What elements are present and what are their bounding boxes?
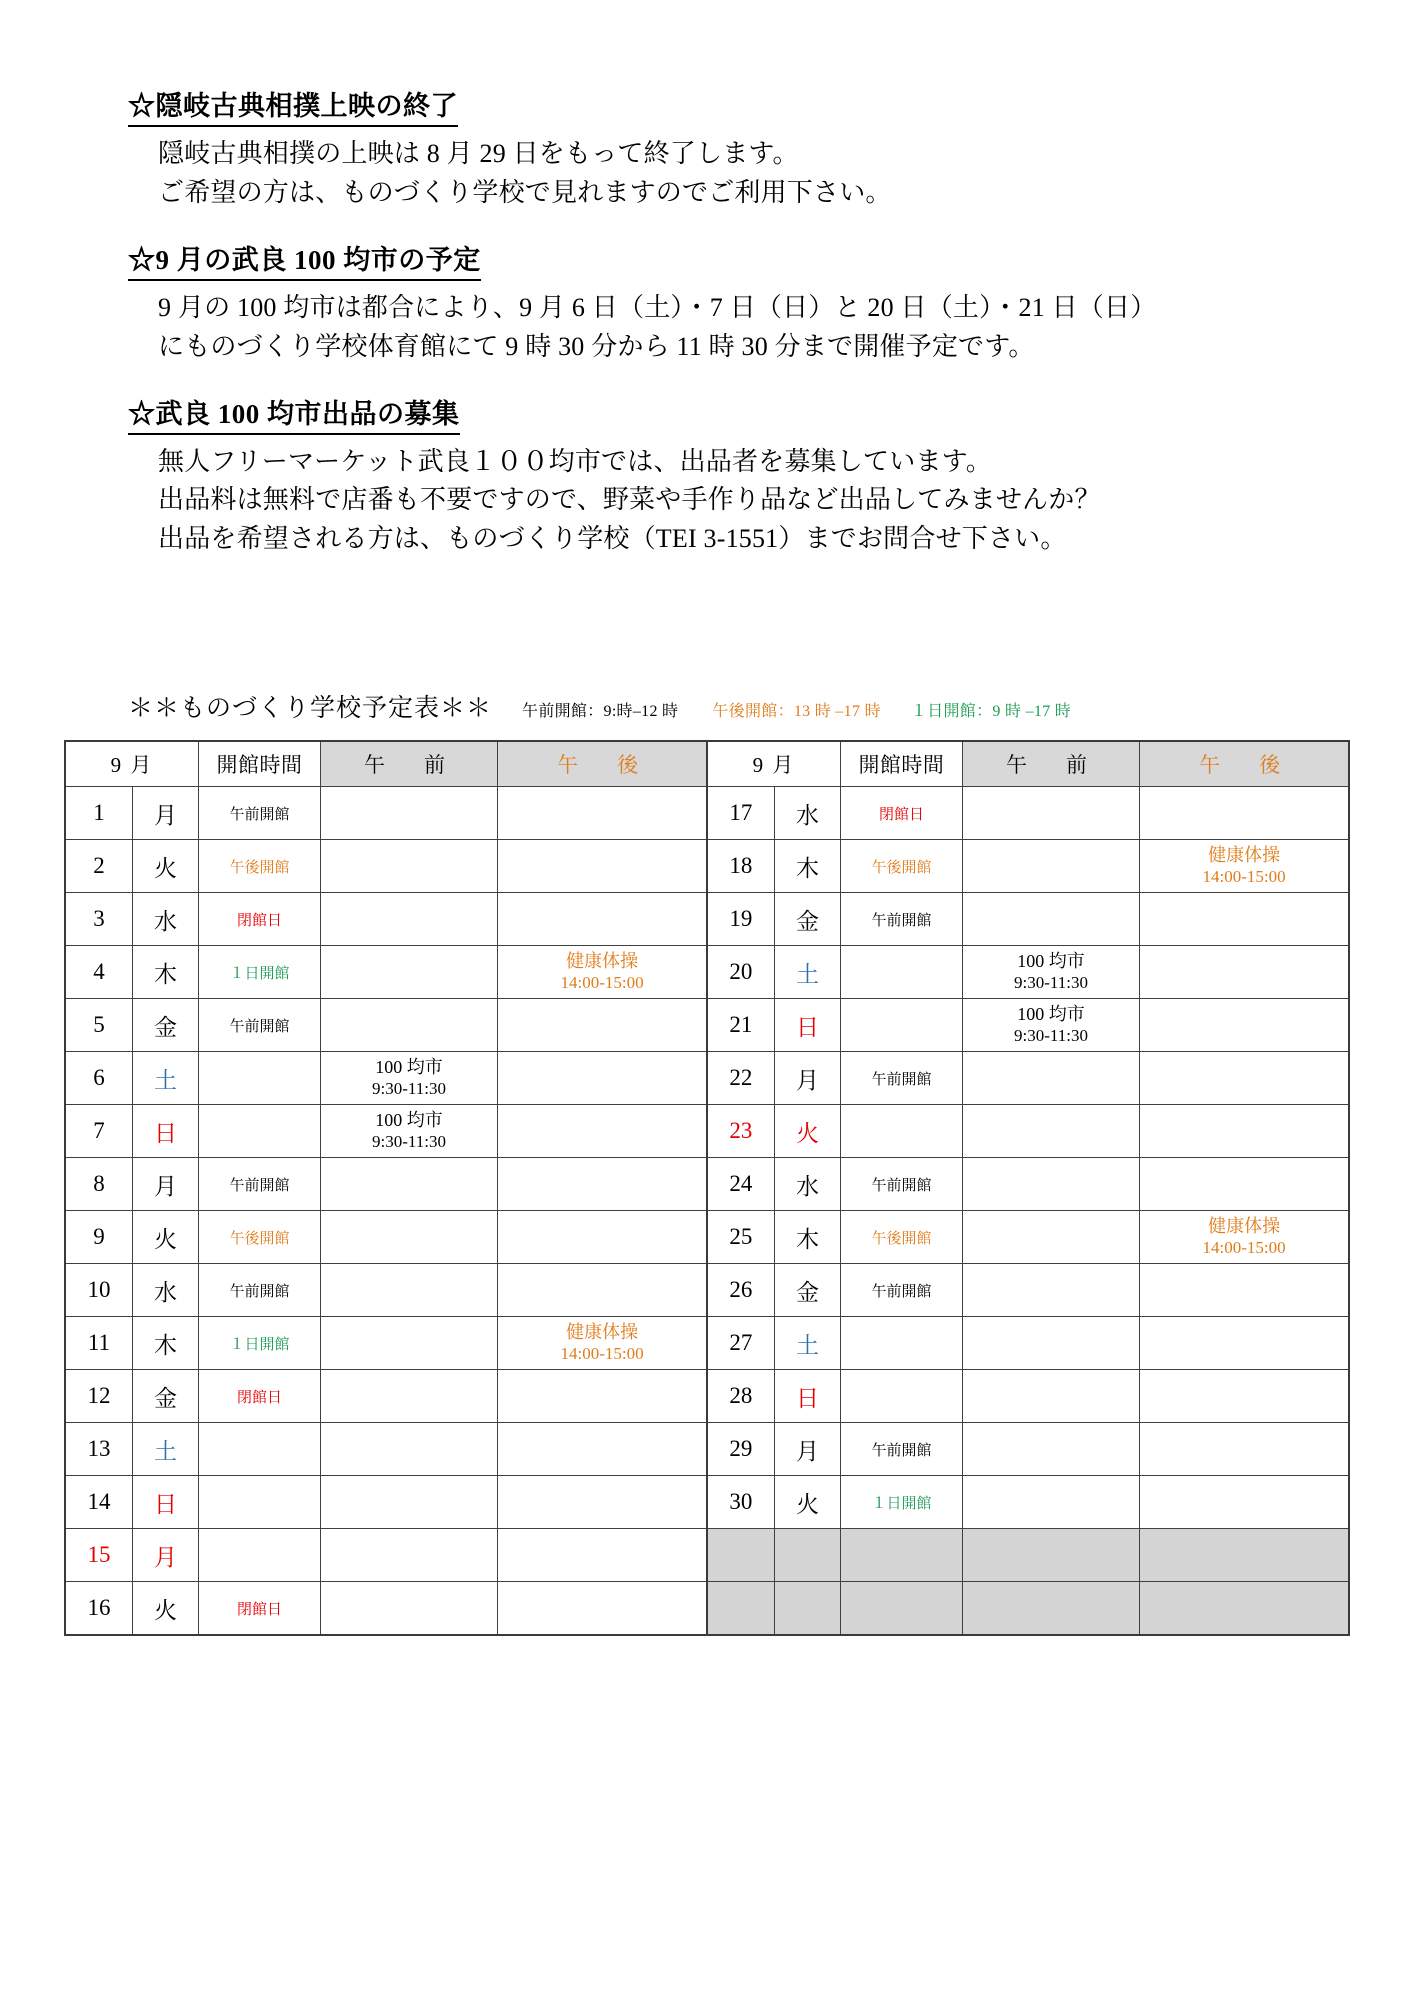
empty-cell — [1140, 1529, 1349, 1582]
table-row — [65, 1158, 1349, 1211]
day-number-cell: 26 — [707, 1264, 774, 1317]
empty-cell — [498, 1264, 707, 1317]
day-number-cell: 17 — [707, 787, 774, 840]
opening-hours-cell: 午後開館 — [199, 1211, 321, 1264]
empty-cell — [320, 840, 497, 893]
empty-cell — [498, 787, 707, 840]
opening-hours-cell — [841, 1370, 963, 1423]
opening-hours-cell: １日開館 — [841, 1476, 963, 1529]
weekday-cell: 水 — [774, 1158, 840, 1211]
market-cell: 100 均市 9:30-11:30 — [320, 1105, 497, 1158]
opening-hours-cell: 午前開館 — [199, 1158, 321, 1211]
schedule-title-row — [128, 688, 1308, 724]
table-row — [65, 1317, 1349, 1370]
opening-hours-cell — [841, 999, 963, 1052]
schedule-title: ＊＊ものづくり学校予定表＊＊ — [128, 695, 493, 722]
empty-cell — [320, 1317, 497, 1370]
empty-cell — [962, 1582, 1139, 1636]
empty-cell — [498, 1211, 707, 1264]
opening-hours-cell: 午前開館 — [841, 1264, 963, 1317]
day-number-cell: 24 — [707, 1158, 774, 1211]
empty-cell — [1140, 1317, 1349, 1370]
weekday-cell: 火 — [774, 1476, 840, 1529]
table-row — [65, 1052, 1349, 1105]
schedule-table-wrapper — [64, 740, 1350, 1636]
empty-cell — [320, 893, 497, 946]
day-number-cell: 18 — [707, 840, 774, 893]
day-number-cell: 8 — [65, 1158, 132, 1211]
weekday-cell: 月 — [132, 787, 198, 840]
schedule-table-body — [65, 741, 1349, 1635]
weekday-cell: 木 — [774, 1211, 840, 1264]
weekday-cell: 土 — [132, 1052, 198, 1105]
weekday-cell: 金 — [774, 893, 840, 946]
empty-cell — [320, 1529, 497, 1582]
empty-cell — [320, 787, 497, 840]
empty-cell — [962, 1370, 1139, 1423]
opening-hours-cell — [841, 1105, 963, 1158]
empty-cell — [498, 893, 707, 946]
empty-cell — [320, 1370, 497, 1423]
day-number-cell: 20 — [707, 946, 774, 999]
event-cell: 健康体操 14:00-15:00 — [498, 946, 707, 999]
empty-cell — [962, 1105, 1139, 1158]
opening-hours-cell: 午後開館 — [841, 1211, 963, 1264]
opening-hours-cell: 午前開館 — [199, 999, 321, 1052]
notice-heading-3: ☆武良 100 均市出品の募集 — [128, 396, 460, 435]
event-cell: 健康体操 14:00-15:00 — [498, 1317, 707, 1370]
opening-hours-cell — [841, 1529, 963, 1582]
empty-cell — [320, 1264, 497, 1317]
day-number-cell: 15 — [65, 1529, 132, 1582]
weekday-cell: 水 — [132, 1264, 198, 1317]
weekday-cell — [774, 1582, 840, 1636]
weekday-cell: 火 — [132, 1211, 198, 1264]
weekday-cell: 日 — [774, 1370, 840, 1423]
day-number-cell: 14 — [65, 1476, 132, 1529]
opening-hours-cell: １日開館 — [199, 1317, 321, 1370]
table-row — [65, 893, 1349, 946]
day-number-cell: 11 — [65, 1317, 132, 1370]
day-number-cell: 7 — [65, 1105, 132, 1158]
empty-cell — [1140, 999, 1349, 1052]
weekday-cell: 金 — [774, 1264, 840, 1317]
table-row — [65, 1370, 1349, 1423]
empty-cell — [962, 1158, 1139, 1211]
notice-line: 9 月の 100 均市は都合により、9 月 6 日（土）・7 日（日）と 20 日（土）・21 日（日） — [158, 293, 1157, 323]
schedule-table — [64, 740, 1350, 1636]
notice-heading-1: ☆隠岐古典相撲上映の終了 — [128, 88, 458, 127]
weekday-cell: 木 — [774, 840, 840, 893]
opening-hours-cell — [199, 1529, 321, 1582]
opening-hours-cell: 閉館日 — [841, 787, 963, 840]
empty-cell — [962, 1476, 1139, 1529]
empty-cell — [1140, 1052, 1349, 1105]
empty-cell — [1140, 1370, 1349, 1423]
header-am-left: 午 前 — [320, 741, 497, 787]
notice-line: にものづくり学校体育館にて 9 時 30 分から 11 時 30 分まで開催予定です。 — [158, 331, 1035, 361]
legend-afternoon: 午後開館：13 時 –17 時 — [712, 703, 881, 720]
day-number-cell: 29 — [707, 1423, 774, 1476]
empty-cell — [320, 999, 497, 1052]
empty-cell — [498, 1476, 707, 1529]
day-number-cell: 10 — [65, 1264, 132, 1317]
empty-cell — [320, 1476, 497, 1529]
empty-cell — [498, 999, 707, 1052]
empty-cell — [1140, 1423, 1349, 1476]
weekday-cell: 金 — [132, 1370, 198, 1423]
empty-cell — [498, 1158, 707, 1211]
notice-section-3 — [128, 396, 1288, 558]
notice-section-2 — [128, 242, 1288, 366]
opening-hours-cell: 午後開館 — [199, 840, 321, 893]
header-pm-right: 午 後 — [1140, 741, 1349, 787]
notice-body-2 — [128, 289, 1288, 365]
weekday-cell: 土 — [132, 1423, 198, 1476]
header-pm-left: 午 後 — [498, 741, 707, 787]
weekday-cell: 日 — [132, 1476, 198, 1529]
empty-cell — [962, 1423, 1139, 1476]
event-cell: 健康体操 14:00-15:00 — [1140, 840, 1349, 893]
market-cell: 100 均市 9:30-11:30 — [962, 946, 1139, 999]
legend-allday: １日開館：9 時 –17 時 — [910, 703, 1072, 720]
header-am-right: 午 前 — [962, 741, 1139, 787]
day-number-cell: 13 — [65, 1423, 132, 1476]
event-cell: 健康体操 14:00-15:00 — [1140, 1211, 1349, 1264]
opening-hours-cell — [199, 1423, 321, 1476]
weekday-cell: 水 — [132, 893, 198, 946]
day-number-cell: 30 — [707, 1476, 774, 1529]
day-number-cell: 16 — [65, 1582, 132, 1636]
empty-cell — [498, 1423, 707, 1476]
empty-cell — [1140, 1582, 1349, 1636]
empty-cell — [1140, 1158, 1349, 1211]
empty-cell — [962, 1264, 1139, 1317]
table-row — [65, 946, 1349, 999]
opening-hours-cell: 閉館日 — [199, 893, 321, 946]
notice-line: 出品を希望される方は、ものづくり学校（TEI 3-1551）までお問合せ下さい。 — [158, 523, 1067, 553]
notice-line: 隠岐古典相撲の上映は 8 月 29 日をもって終了します。 — [158, 139, 799, 169]
weekday-cell: 月 — [774, 1423, 840, 1476]
weekday-cell: 火 — [774, 1105, 840, 1158]
opening-hours-cell — [199, 1052, 321, 1105]
table-row — [65, 999, 1349, 1052]
opening-hours-cell — [841, 1582, 963, 1636]
empty-cell — [962, 1052, 1139, 1105]
opening-hours-cell: 午前開館 — [199, 787, 321, 840]
empty-cell — [962, 787, 1139, 840]
day-number-cell: 12 — [65, 1370, 132, 1423]
day-number-cell: 9 — [65, 1211, 132, 1264]
notice-body-3 — [128, 443, 1288, 558]
table-row — [65, 1211, 1349, 1264]
notices-area — [128, 88, 1288, 588]
day-number-cell: 1 — [65, 787, 132, 840]
empty-cell — [1140, 787, 1349, 840]
empty-cell — [1140, 1476, 1349, 1529]
day-number-cell: 23 — [707, 1105, 774, 1158]
notice-line: 無人フリーマーケット武良１００均市では、出品者を募集しています。 — [158, 447, 992, 477]
empty-cell — [320, 1582, 497, 1636]
day-number-cell: 28 — [707, 1370, 774, 1423]
day-number-cell — [707, 1582, 774, 1636]
day-number-cell: 25 — [707, 1211, 774, 1264]
notice-body-1 — [128, 135, 1288, 211]
day-number-cell: 19 — [707, 893, 774, 946]
weekday-cell: 月 — [774, 1052, 840, 1105]
header-month-left: 9 月 — [65, 741, 199, 787]
empty-cell — [498, 1370, 707, 1423]
table-row — [65, 1105, 1349, 1158]
weekday-cell: 日 — [774, 999, 840, 1052]
weekday-cell: 土 — [774, 946, 840, 999]
weekday-cell: 月 — [132, 1529, 198, 1582]
day-number-cell: 3 — [65, 893, 132, 946]
empty-cell — [1140, 893, 1349, 946]
empty-cell — [962, 840, 1139, 893]
day-number-cell: 4 — [65, 946, 132, 999]
empty-cell — [962, 1211, 1139, 1264]
opening-hours-cell: 午前開館 — [841, 1052, 963, 1105]
weekday-cell: 木 — [132, 1317, 198, 1370]
empty-cell — [320, 946, 497, 999]
table-header-row — [65, 741, 1349, 787]
notice-line: ご希望の方は、ものづくり学校で見れますのでご利用下さい。 — [158, 177, 892, 207]
empty-cell — [962, 1317, 1139, 1370]
day-number-cell: 27 — [707, 1317, 774, 1370]
weekday-cell: 火 — [132, 840, 198, 893]
opening-hours-cell — [199, 1105, 321, 1158]
opening-hours-cell: 午前開館 — [841, 893, 963, 946]
weekday-cell: 金 — [132, 999, 198, 1052]
weekday-cell: 木 — [132, 946, 198, 999]
table-row — [65, 1582, 1349, 1636]
day-number-cell: 21 — [707, 999, 774, 1052]
empty-cell — [498, 1105, 707, 1158]
opening-hours-cell: 午前開館 — [841, 1423, 963, 1476]
opening-hours-cell: 閉館日 — [199, 1582, 321, 1636]
empty-cell — [1140, 946, 1349, 999]
weekday-cell: 水 — [774, 787, 840, 840]
weekday-cell: 火 — [132, 1582, 198, 1636]
day-number-cell: 22 — [707, 1052, 774, 1105]
weekday-cell: 日 — [132, 1105, 198, 1158]
table-row — [65, 1264, 1349, 1317]
opening-hours-cell — [841, 946, 963, 999]
table-row — [65, 1529, 1349, 1582]
empty-cell — [498, 1529, 707, 1582]
empty-cell — [498, 840, 707, 893]
empty-cell — [962, 893, 1139, 946]
opening-hours-cell: １日開館 — [199, 946, 321, 999]
table-row — [65, 1476, 1349, 1529]
opening-hours-cell: 閉館日 — [199, 1370, 321, 1423]
empty-cell — [498, 1582, 707, 1636]
day-number-cell: 2 — [65, 840, 132, 893]
notice-heading-2: ☆9 月の武良 100 均市の予定 — [128, 242, 481, 281]
notice-line: 出品料は無料で店番も不要ですので、野菜や手作り品など出品してみませんか？ — [158, 485, 1101, 515]
day-number-cell: 5 — [65, 999, 132, 1052]
empty-cell — [962, 1529, 1139, 1582]
header-hours-left: 開館時間 — [199, 741, 321, 787]
empty-cell — [320, 1423, 497, 1476]
market-cell: 100 均市 9:30-11:30 — [962, 999, 1139, 1052]
header-hours-right: 開館時間 — [841, 741, 963, 787]
day-number-cell — [707, 1529, 774, 1582]
empty-cell — [1140, 1105, 1349, 1158]
empty-cell — [320, 1211, 497, 1264]
notice-section-1 — [128, 88, 1288, 212]
opening-hours-cell — [841, 1317, 963, 1370]
market-cell: 100 均市 9:30-11:30 — [320, 1052, 497, 1105]
header-month-right: 9 月 — [707, 741, 841, 787]
opening-hours-cell — [199, 1476, 321, 1529]
empty-cell — [498, 1052, 707, 1105]
opening-hours-cell: 午前開館 — [841, 1158, 963, 1211]
opening-hours-cell: 午前開館 — [199, 1264, 321, 1317]
table-row — [65, 1423, 1349, 1476]
table-row — [65, 840, 1349, 893]
empty-cell — [320, 1158, 497, 1211]
weekday-cell: 土 — [774, 1317, 840, 1370]
weekday-cell — [774, 1529, 840, 1582]
legend-morning: 午前開館：9:時–12 時 — [522, 703, 679, 720]
opening-hours-cell: 午後開館 — [841, 840, 963, 893]
table-row — [65, 787, 1349, 840]
empty-cell — [1140, 1264, 1349, 1317]
day-number-cell: 6 — [65, 1052, 132, 1105]
weekday-cell: 月 — [132, 1158, 198, 1211]
